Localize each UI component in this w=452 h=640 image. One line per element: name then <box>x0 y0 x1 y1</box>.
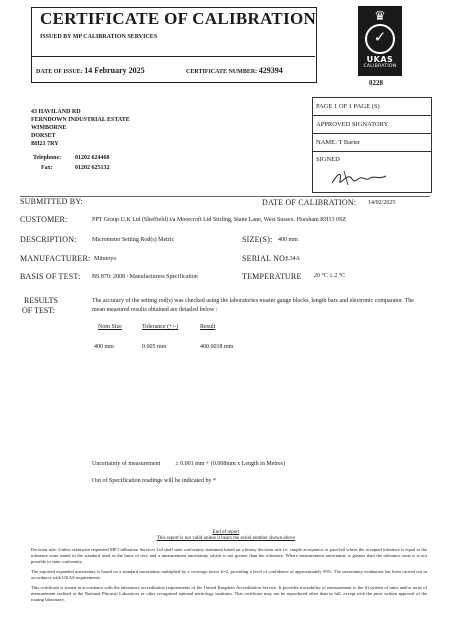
footer-paragraph: The reported expanded uncertainty is based on a standard uncertainty multiplied by a coverage factor k=2, providing a level of confidence of approximately 95%. The uncertainty evaluation has been carried out in accordance with UKAS requirements. <box>31 569 427 580</box>
end-of-report-title: End of report <box>212 530 240 535</box>
address-line: BH21 7RY <box>31 141 59 147</box>
address-line: WIMBORNE <box>31 125 67 131</box>
footer-paragraph: This certificate is issued in accordance with the laboratory accreditation requirements of the United Kingdom Accreditation Service. It provides traceability of measurement to the SI system of units and/or units of measurement realised at the National Physical Laboratory or other recognised national metrology institutes. This certificate may not be reproduced other than in full, except with the prior written approval of the issuing laboratory. <box>31 585 427 602</box>
footer-paragraph: Decision rule: Unless otherwise requested MP Calibration Services Ltd shall state conformity statement based on a binary decision rule i.e. simple acceptance or pass/fail where the accepted tolerance is equal to the tolerance zone stated in the standard used as the basis of test, and a measurement uncertainty which is not greater than the tolerance. Where measurement uncertainty is greater than the tolerance zone it is not possible to state conformity. <box>31 547 427 564</box>
ukas-tick-mark-icon: ✓ <box>365 24 395 54</box>
customer-label: CUSTOMER: <box>20 215 68 224</box>
contact-numbers <box>33 153 110 173</box>
lab-address <box>31 108 130 148</box>
ukas-logo <box>358 6 402 76</box>
customer-value: PPT Group U.K Ltd (Sheffield) t/a Moorcroft Ltd Stirling, Stane Lane, West Sussex. Horsham RH13 0SZ <box>92 217 346 223</box>
results-title-line: OF TEST: <box>22 306 56 315</box>
basis-of-test-label: BASIS OF TEST: <box>20 272 81 281</box>
out-of-spec-note: Out of Specification readings will be indicated by * <box>92 478 216 484</box>
uncertainty-label: Uncertainty of measurement <box>92 461 161 467</box>
uncertainty <box>92 461 285 467</box>
page-count: PAGE 1 OF 1 PAGE (S) <box>313 98 431 116</box>
serial-label: SERIAL NO: <box>242 254 288 263</box>
description-value: Micrometer Setting Rod(s) Metric <box>92 237 175 243</box>
ukas-name: UKAS <box>366 55 394 64</box>
temperature-value: 20 °C ± 2 °C <box>314 273 346 279</box>
manufacturer-label: MANUFACTURER: <box>20 254 91 263</box>
date-of-calibration-value: 14/02/2025 <box>368 200 396 206</box>
temperature-label: TEMPERATURE <box>242 272 302 281</box>
crown-icon: ♛ <box>374 8 386 23</box>
end-of-report <box>0 530 452 542</box>
signature-icon <box>330 167 390 189</box>
uncertainty-value: ± 0.001 mm + (0.008mm x Length in Metres) <box>175 461 285 467</box>
end-of-report-note: This report is not valid unless it bears the serial number shown above <box>156 536 296 541</box>
certificate-title: CERTIFICATE OF CALIBRATION <box>40 9 317 28</box>
manufacturer-value: Mitutoyo <box>94 256 117 262</box>
telephone-value: 01202 624468 <box>75 155 110 161</box>
fax-label: Fax: <box>41 165 53 171</box>
size-value: 400 mm <box>278 237 298 243</box>
table-cell: 400 mm <box>94 344 114 350</box>
results-description: The accuracy of the setting rod(s) was checked using the laboratories master gauge blocks, length bars and electronic comparator. The mean measured results obtained are detailed below : <box>92 298 414 313</box>
size-label: SIZE(S): <box>242 235 273 244</box>
column-header: Tolerance (+/-) <box>142 324 179 330</box>
certificate-number-value: 429394 <box>258 66 283 75</box>
address-line: FERNDOWN INDUSTRIAL ESTATE <box>31 117 130 123</box>
signed-field <box>313 152 431 192</box>
description-label: DESCRIPTION: <box>20 235 77 244</box>
signed-label: SIGNED <box>316 156 340 163</box>
signatory-name: NAME: T Barter <box>313 134 431 152</box>
column-header: Result <box>200 324 216 330</box>
certificate-number <box>186 66 283 75</box>
date-of-calibration-label: DATE OF CALIBRATION: <box>262 198 357 207</box>
serial-value: L34A <box>286 256 300 262</box>
date-of-issue-label: DATE OF ISSUE: <box>36 69 83 75</box>
approved-signatory: APPROVED SIGNATORY <box>313 116 431 134</box>
fax-value: 01202 625132 <box>75 165 110 171</box>
results-title-line: RESULTS <box>24 296 58 305</box>
ukas-subtitle: CALIBRATION <box>363 64 397 69</box>
telephone-label: Telephone: <box>33 155 62 161</box>
results-title <box>22 296 58 316</box>
submitted-by-label: SUBMITTED BY: <box>20 197 83 206</box>
table-cell: 0.005 mm <box>142 344 167 350</box>
address-line: DORSET <box>31 133 56 139</box>
address-line: 43 HAVILAND RD <box>31 109 81 115</box>
date-of-issue-value: 14 February 2025 <box>84 66 145 75</box>
lab-number: 0228 <box>369 79 383 87</box>
table-cell: 400.0018 mm <box>200 344 234 350</box>
footer-notes <box>31 547 427 607</box>
header-divider <box>31 56 315 57</box>
issued-by: ISSUED BY MP CALIBRATION SERVICES <box>40 34 158 40</box>
signatory-box <box>312 97 432 193</box>
basis-of-test-value: BS 870: 2008 / Manufacturers Specification <box>92 274 198 280</box>
certificate-number-label: CERTIFICATE NUMBER: <box>186 69 258 75</box>
date-of-issue <box>36 66 145 75</box>
column-header: Nom Size <box>98 324 122 330</box>
